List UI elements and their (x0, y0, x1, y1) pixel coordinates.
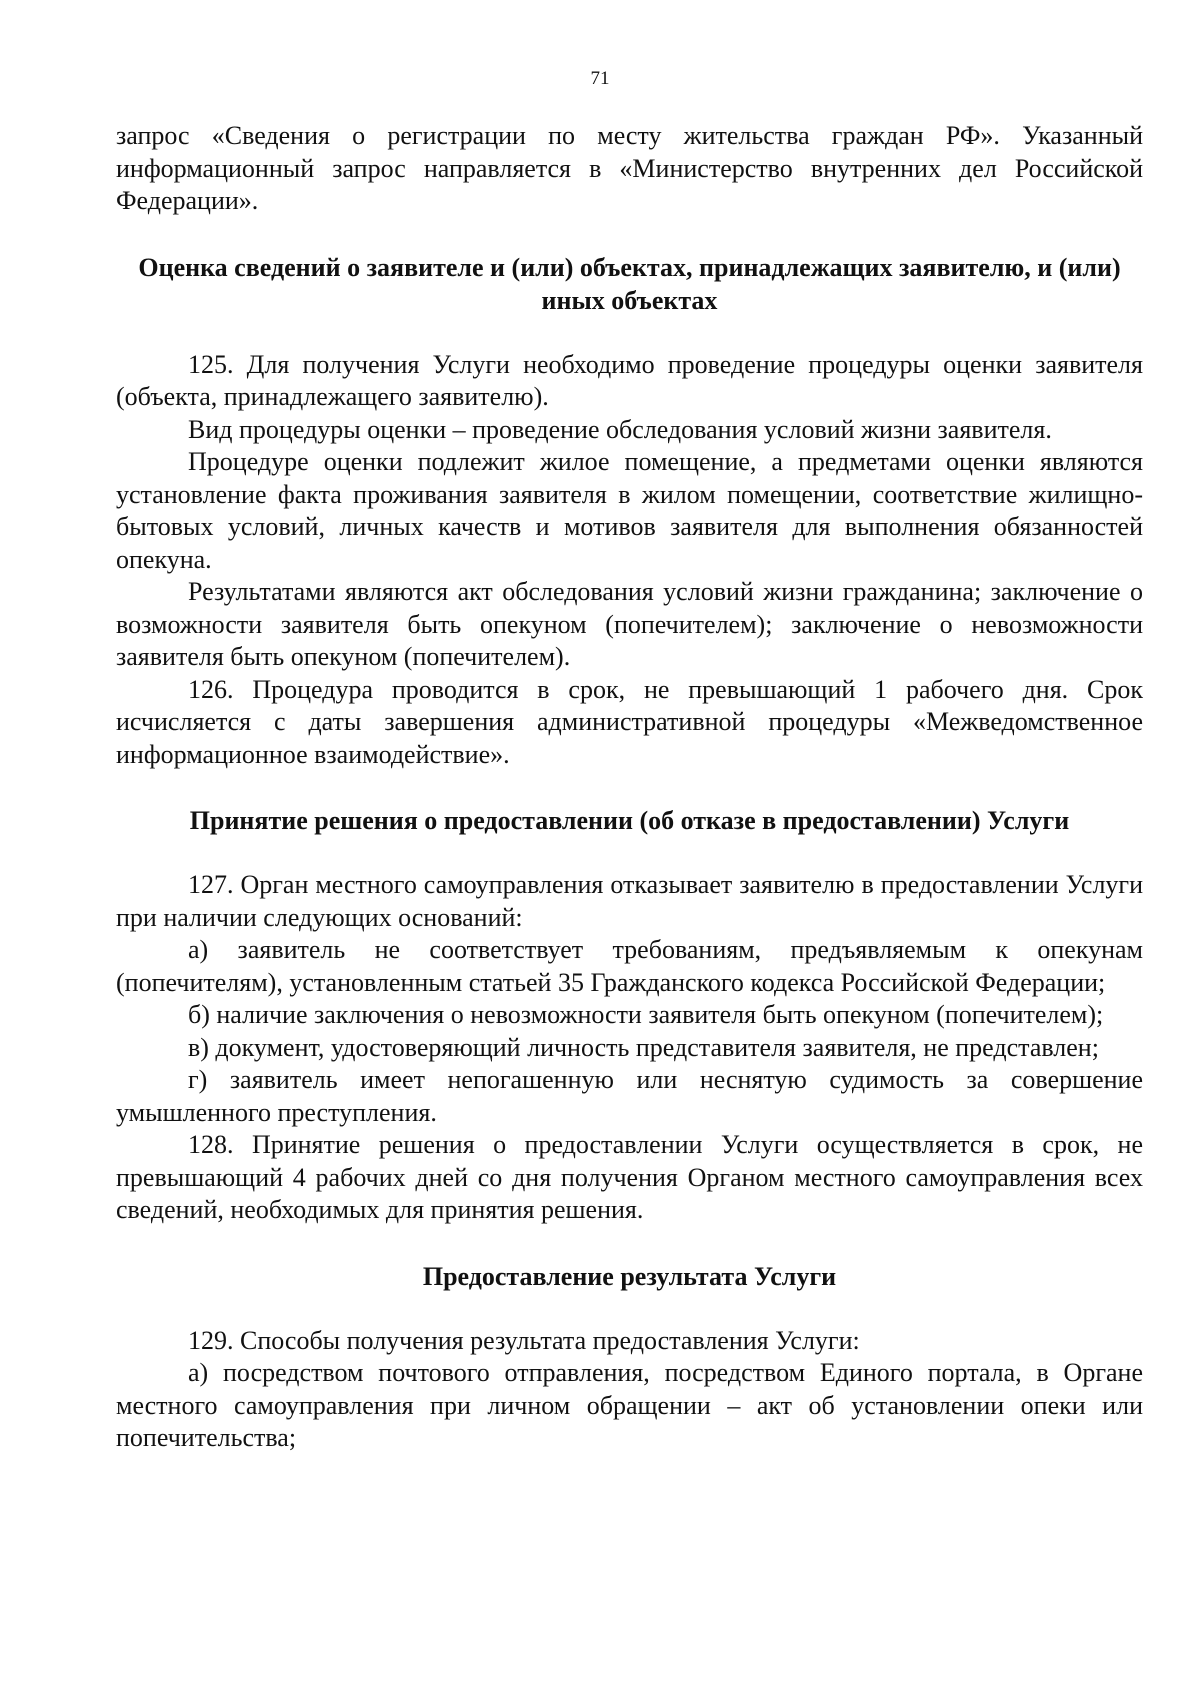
list-item-v: в) документ, удостоверяющий личность представителя заявителя, не представлен; (188, 1032, 1099, 1062)
paragraph-126: 126. Процедура проводится в срок, не превышающий 1 рабочего дня. Срок исчисляется с даты завершения административной процедуры «Межведомственное информационное взаимодействие». (116, 674, 1143, 769)
list-item-b: б) наличие заключения о невозможности заявителя быть опекуном (попечителем); (188, 1000, 1104, 1029)
paragraph-assessment-results: Результатами являются акт обследования условий жизни гражданина; заключение о возможности заявителя быть опекуном (попечителем); заключение о невозможности заявителя быть опекуном (попечителем). (116, 577, 1143, 671)
section-heading-decision: Принятие решения о предоставлении (об отказе в предоставлении) Услуги (189, 806, 1070, 835)
list-item-a: а) заявитель не соответствует требованиям, предъявляемым к опекунам (попечителям), установленным статьей 35 Гражданского кодекса Российской Федерации; (116, 935, 1143, 997)
paragraph-129: 129. Способы получения результата предоставления Услуги: (188, 1325, 860, 1355)
section-heading-result: Предоставление результата Услуги (422, 1261, 837, 1291)
paragraph-assessment-subject: Процедуре оценки подлежит жилое помещение, а предметами оценки являются установление факта проживания заявителя в жилом помещении, соответствие жилищно-бытовых условий, личных качеств и мотивов заявителя для выполнения обязанностей опекуна. (116, 447, 1143, 574)
paragraph-127: 127. Орган местного самоуправления отказывает заявителю в предоставлении Услуги при наличии следующих оснований: (116, 870, 1143, 932)
document-body (116, 120, 1143, 1455)
paragraph-128: 128. Принятие решения о предоставлении Услуги осуществляется в срок, не превышающий 4 рабочих дней со дня получения Органом местного самоуправления всех сведений, необходимых для принятия решения. (116, 1130, 1143, 1224)
paragraph-125: 125. Для получения Услуги необходимо проведение процедуры оценки заявителя (объекта, принадлежащего заявителю). (116, 349, 1143, 411)
list-item-g: г) заявитель имеет непогашенную или неснятую судимость за совершение умышленного преступления. (116, 1065, 1143, 1127)
section-heading-assessment: Оценка сведений о заявителе и (или) объектах, принадлежащих заявителю, и (или) иных объектах (138, 252, 1121, 315)
intro-paragraph: запрос «Сведения о регистрации по месту жительства граждан РФ». Указанный информационный запрос направляется в «Министерство внутренних дел Российской Федерации». (116, 121, 1143, 215)
list-item-129-a: а) посредством почтового отправления, посредством Единого портала, в Органе местного самоуправления при личном обращении – акт об установлении опеки или попечительства; (116, 1358, 1143, 1452)
page-number: 71 (590, 68, 610, 89)
paragraph-assessment-type: Вид процедуры оценки – проведение обследования условий жизни заявителя. (188, 414, 1052, 444)
